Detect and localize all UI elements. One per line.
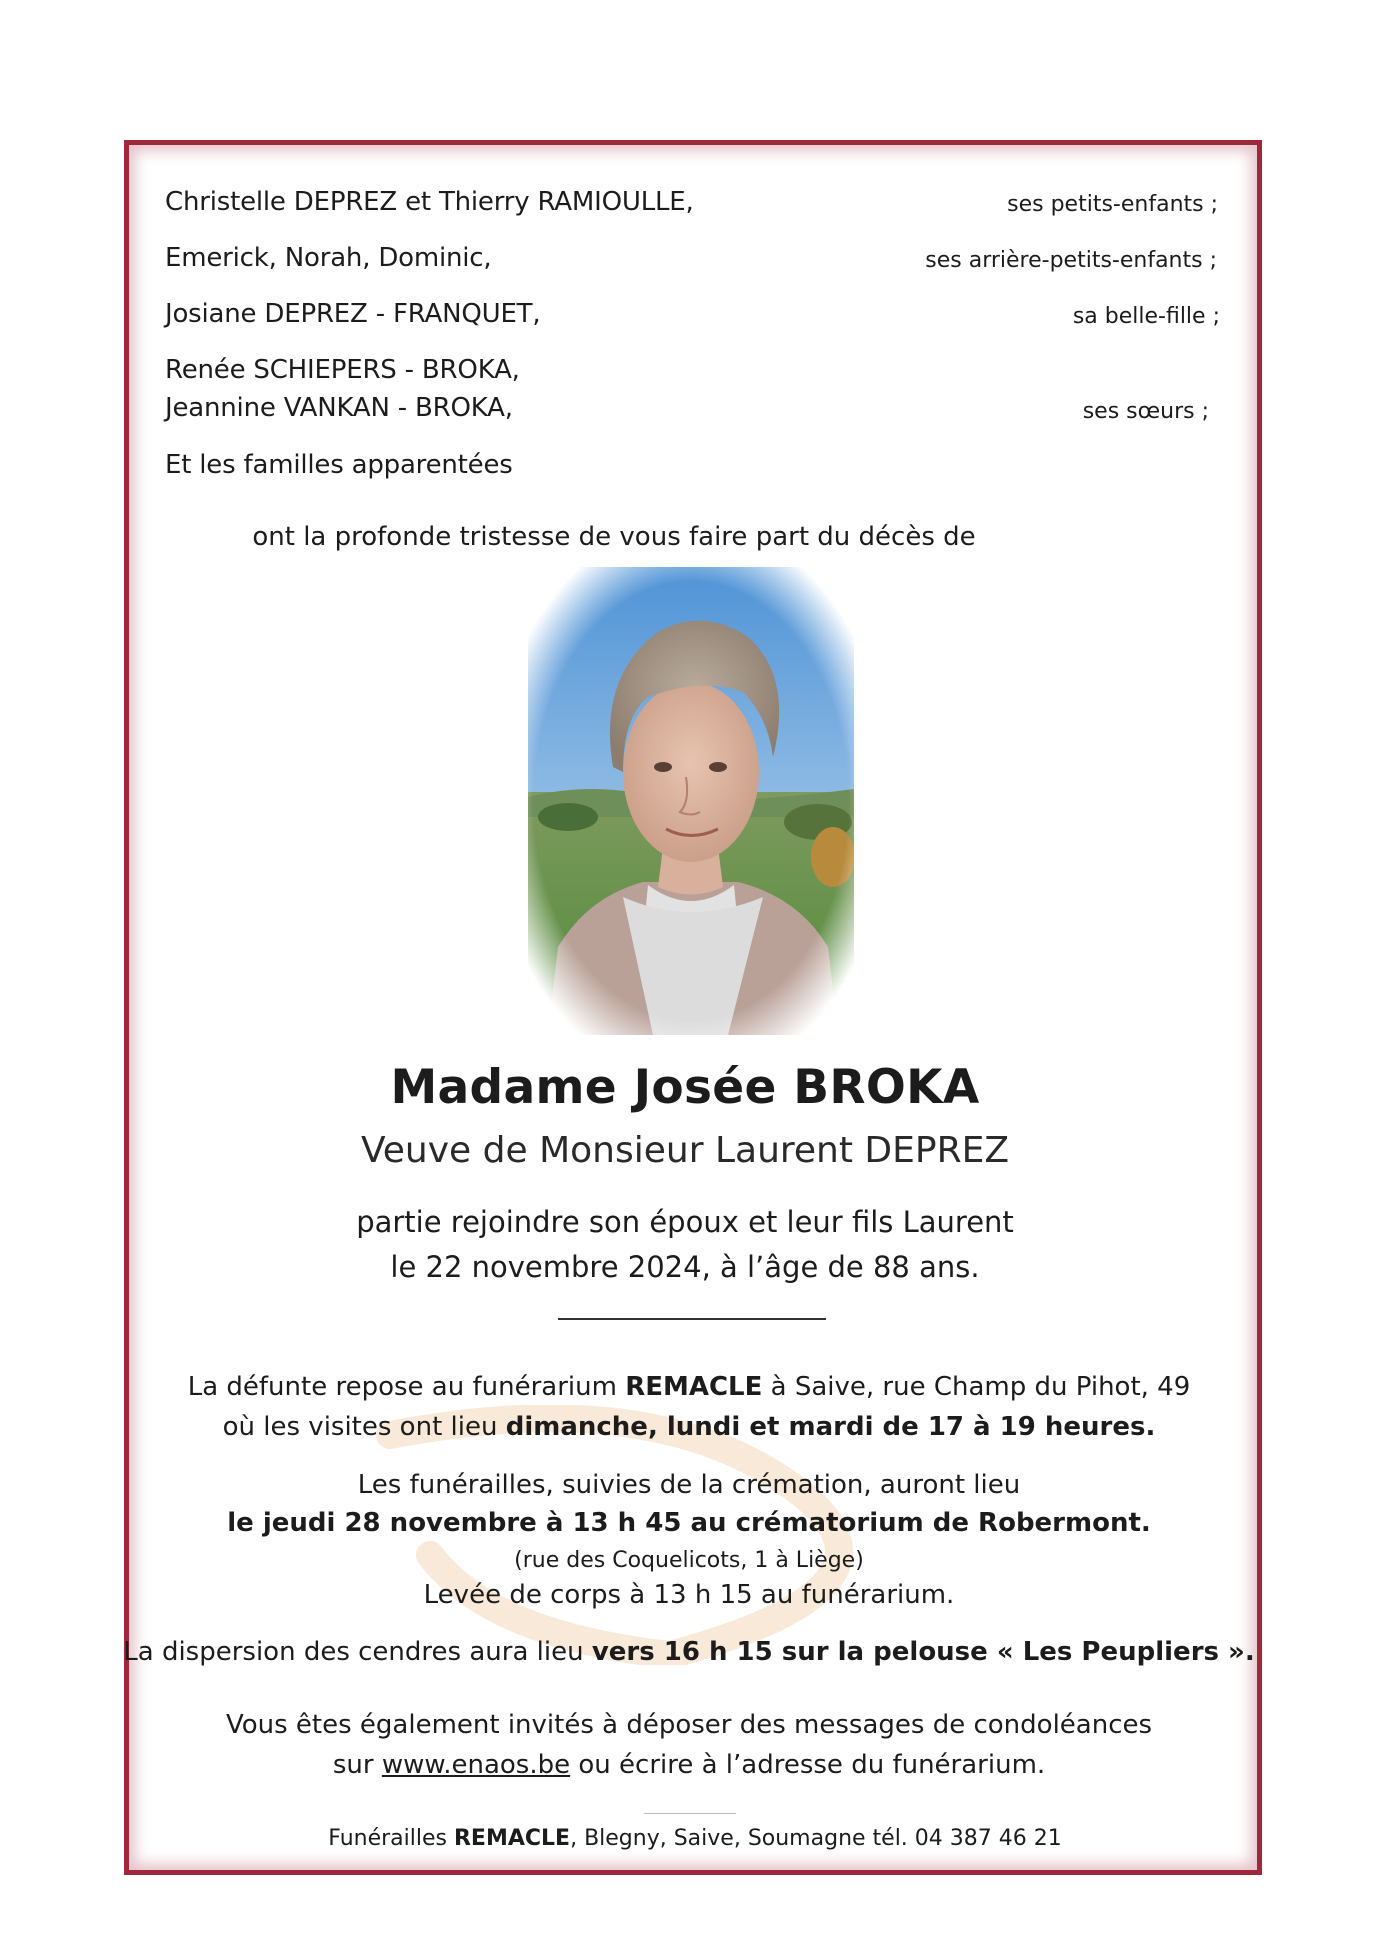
condolences-post: ou écrire à l’adresse du funérarium. bbox=[570, 1750, 1046, 1780]
crematorium-address: (rue des Coquelicots, 1 à Liège) bbox=[514, 1548, 864, 1573]
footer-brand: REMACLE bbox=[453, 1826, 571, 1851]
separator-line bbox=[558, 1318, 826, 1320]
condolences-pre: sur bbox=[332, 1750, 382, 1780]
footer-separator bbox=[644, 1813, 736, 1814]
footer bbox=[6, 1826, 1378, 1851]
deceased-line-1: partie rejoindre son époux et leur fils Laurent bbox=[356, 1205, 1014, 1239]
funeral-datetime-text: le jeudi 28 novembre à 13 h 45 au crématorium de Robermont. bbox=[227, 1508, 1151, 1538]
widow-of: Veuve de Monsieur Laurent DEPREZ bbox=[360, 1130, 1010, 1171]
visitation-text: La défunte repose au funérarium bbox=[187, 1372, 626, 1402]
footer-contact: , Blegny, Saive, Soumagne tél. 04 387 46 21 bbox=[570, 1826, 1062, 1851]
condolences-line-1: Vous êtes également invités à déposer des messages de condoléances bbox=[225, 1710, 1153, 1740]
ashes-dispersion bbox=[0, 1637, 1378, 1667]
visitation-text-2: où les visites ont lieu bbox=[222, 1412, 506, 1442]
family-name-6: Et les familles apparentées bbox=[165, 450, 513, 480]
deceased-name: Madame Josée BROKA bbox=[390, 1060, 980, 1115]
funeral-home-name: REMACLE bbox=[625, 1372, 763, 1402]
condolences-website-link[interactable]: www.enaos.be bbox=[381, 1750, 571, 1780]
family-relation-2: ses arrière-petits-enfants ; bbox=[925, 248, 1217, 273]
family-relation-1: ses petits-enfants ; bbox=[1007, 192, 1218, 217]
funeral-line-4: Levée de corps à 13 h 15 au funérarium. bbox=[423, 1580, 955, 1610]
ashes-time-place: vers 16 h 15 sur la pelouse « Les Peupliers ». bbox=[591, 1637, 1255, 1667]
funeral-datetime bbox=[0, 1508, 1378, 1538]
ashes-text: La dispersion des cendres aura lieu bbox=[123, 1637, 592, 1667]
family-relation-3: sa belle-fille ; bbox=[1072, 304, 1220, 329]
family-name-5: Jeannine VANKAN - BROKA, bbox=[165, 393, 513, 423]
family-name-3: Josiane DEPREZ - FRANQUET, bbox=[165, 299, 541, 329]
visitation-line-2 bbox=[0, 1412, 1378, 1442]
family-name-2: Emerick, Norah, Dominic, bbox=[165, 243, 492, 273]
family-relation-5: ses sœurs ; bbox=[1082, 399, 1209, 424]
family-name-4: Renée SCHIEPERS - BROKA, bbox=[165, 355, 520, 385]
funeral-line-1: Les funérailles, suivies de la crémation, auront lieu bbox=[357, 1470, 1021, 1500]
visitation-line-1 bbox=[0, 1372, 1378, 1402]
footer-pre: Funérailles bbox=[328, 1826, 454, 1851]
visitation-hours: dimanche, lundi et mardi de 17 à 19 heures. bbox=[505, 1412, 1156, 1442]
deceased-date-age: le 22 novembre 2024, à l’âge de 88 ans. bbox=[390, 1250, 980, 1284]
condolences-line-2 bbox=[0, 1750, 1378, 1780]
announcement-intro: ont la profonde tristesse de vous faire part du décès de bbox=[252, 522, 976, 552]
portrait-photo bbox=[528, 567, 854, 1035]
family-name-1: Christelle DEPREZ et Thierry RAMIOULLE, bbox=[165, 187, 694, 217]
visitation-address: à Saive, rue Champ du Pihot, 49 bbox=[762, 1372, 1191, 1402]
